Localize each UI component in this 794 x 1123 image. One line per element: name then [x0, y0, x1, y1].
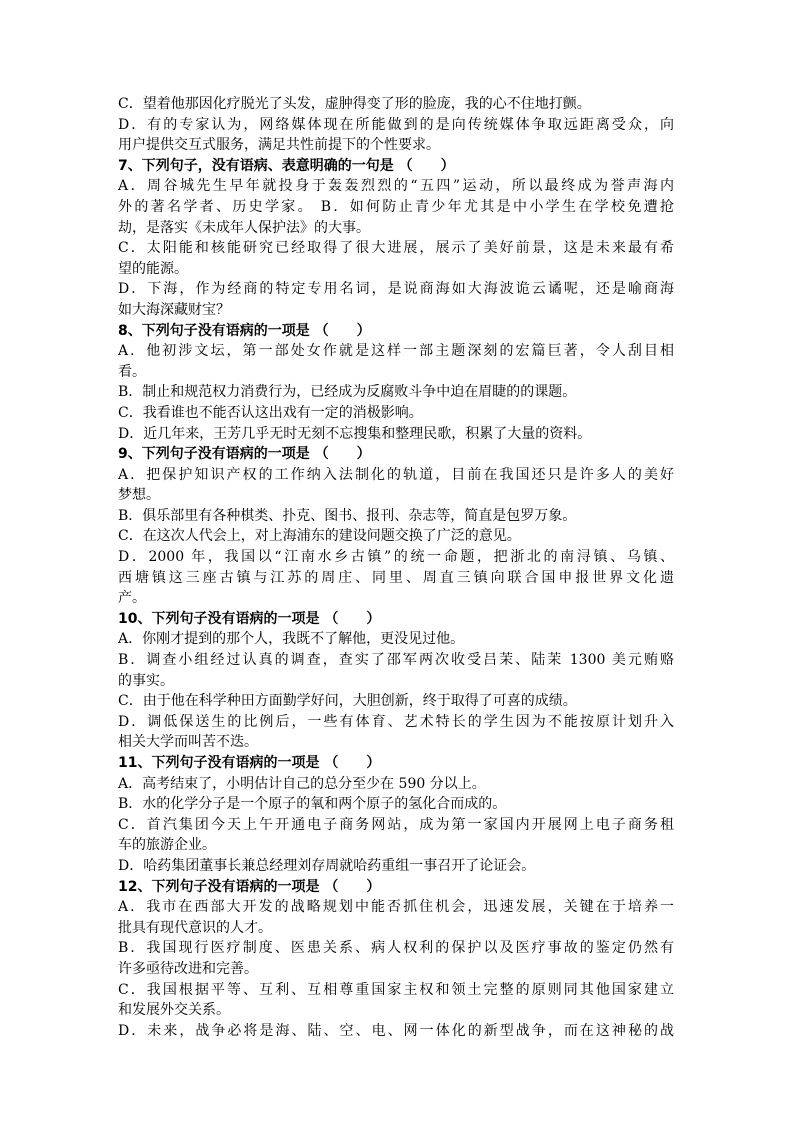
question-heading: 8、下列句子没有语病的一项是 （ ）	[118, 322, 371, 339]
text-line: D．哈药集团董事长兼总经理刘存周就哈药重组一事召开了论证会。	[118, 857, 536, 874]
text-line: A．我市在西部大开发的战略规划中能否抓住机会，迅速发展，关键在于培养一	[118, 899, 674, 916]
text-line: 外的著名学者、历史学家。 B．如何防止青少年尤其是中小学生在学校免遭抢	[118, 198, 674, 215]
text-line: D．未来，战争必将是海、陆、空、电、网一体化的新型战争，而在这神秘的战	[118, 1022, 674, 1039]
text-line: C．望着他那因化疗脱光了头发，虚肿得变了形的脸庞，我的心不住地打颤。	[118, 96, 591, 112]
text-line: 和发展外交关系。	[118, 1002, 230, 1019]
text-line: C．首汽集团今天上午开通电子商务网站，成为第一家国内开展网上电子商务租	[118, 816, 674, 833]
text-line: D．有的专家认为，网络媒体现在所能做到的是向传统媒体争取远距离受众，向	[118, 116, 674, 133]
text-line: D．2000 年，我国以“江南水乡古镇”的统一命题，把浙北的南浔镇、乌镇、	[118, 549, 674, 566]
question-heading: 12、下列句子没有语病的一项是 （ ）	[118, 878, 381, 895]
text-line: 劫，是落实《未成年人保护法》的大事。	[118, 219, 370, 236]
text-line: A．他初涉文坛，第一部处女作就是这样一部主题深刻的宏篇巨著，令人刮目相	[118, 343, 674, 360]
question-heading: 9、下列句子没有语病的一项是 （ ）	[118, 446, 371, 463]
text-line: C．由于他在科学种田方面勤学好问，大胆创新，终于取得了可喜的成绩。	[118, 693, 577, 710]
text-line: B．制止和规范权力消费行为，已经成为反腐败斗争中迫在眉睫的的课题。	[118, 384, 577, 401]
text-line: 许多亟待改进和完善。	[118, 960, 258, 977]
text-line: A．周谷城先生早年就投身于轰轰烈烈的“五四”运动，所以最终成为誉声海内	[118, 178, 674, 195]
text-line: 用户提供交互式服务，满足共性前提下的个性要求。	[118, 137, 440, 154]
question-heading: 7、下列句子，没有语病、表意明确的一句是 （ ）	[118, 157, 455, 174]
text-line: 的事实。	[118, 672, 174, 689]
text-line: 梦想。	[118, 487, 160, 504]
text-line: C．在这次人代会上，对上海浦东的建设问题交换了广泛的意见。	[118, 528, 521, 545]
question-heading: 11、下列句子没有语病的一项是 （ ）	[118, 755, 381, 771]
text-line: B．调查小组经过认真的调查，查实了邵军两次收受吕茉、陆茉 1300 美元贿赂	[118, 652, 674, 669]
text-line: A．高考结束了，小明估计自己的总分至少在 590 分以上。	[118, 775, 486, 792]
text-line: 看。	[118, 363, 146, 380]
text-line: B．水的化学分子是一个原子的氧和两个原子的氢化合而成的。	[118, 796, 507, 813]
text-line: 车的旅游企业。	[118, 837, 216, 854]
text-line: C．我看谁也不能否认这出戏有一定的消极影响。	[118, 404, 423, 421]
text-line: A．你刚才提到的那个人，我既不了解他，更没见过他。	[118, 631, 465, 648]
text-line: 西塘镇这三座古镇与江苏的周庄、同里、周直三镇向联合国申报世界文化遗	[118, 569, 674, 586]
text-line: 产。	[118, 590, 146, 607]
text-line: C．太阳能和核能研究已经取得了很大进展，展示了美好前景，这是未来最有希	[118, 240, 674, 257]
text-line: 相关大学而叫苦不迭。	[118, 734, 258, 751]
text-line: B．俱乐部里有各种棋类、扑克、图书、报刊、杂志等，简直是包罗万象。	[118, 507, 577, 524]
document-page	[118, 94, 674, 1041]
text-line: A．把保护知识产权的工作纳入法制化的轨道，目前在我国还只是许多人的美好	[118, 466, 674, 483]
text-line: 如大海深藏财宝？	[118, 301, 230, 318]
text-line: B．我国现行医疗制度、医患关系、病人权利的保护以及医疗事故的鉴定仍然有	[118, 940, 674, 957]
text-line: D．调低保送生的比例后，一些有体育、艺术特长的学生因为不能按原计划升入	[118, 713, 674, 730]
text-line: 望的能源。	[118, 260, 188, 277]
text-line: C．我国根据平等、互利、互相尊重国家主权和领土完整的原则同其他国家建立	[118, 981, 674, 998]
text-line: 批具有现代意识的人才。	[118, 919, 272, 936]
question-heading: 10、下列句子没有语病的一项是 （ ）	[118, 610, 381, 627]
text-line: D．下海，作为经商的特定专用名词，是说商海如大海波诡云谲呢，还是喻商海	[118, 281, 674, 298]
text-line: D．近几年来，王芳几乎无时无刻不忘搜集和整理民歌，积累了大量的资料。	[118, 425, 592, 442]
